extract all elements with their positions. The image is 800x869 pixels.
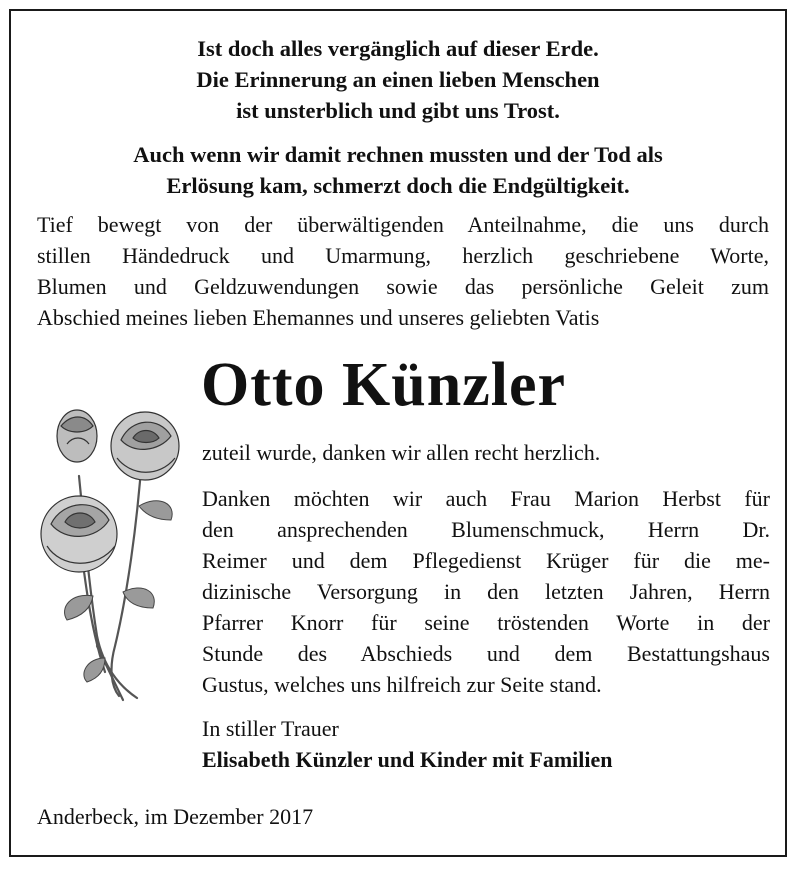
obituary-card (9, 9, 787, 857)
acknowledgement-line: Reimer und dem Pflegedienst Krüger für die me- (202, 548, 770, 573)
motto-line: ist unsterblich und gibt uns Trost. (236, 98, 560, 123)
reflection (11, 139, 785, 201)
mourning-phrase: In stiller Trauer (202, 716, 339, 741)
motto (11, 33, 785, 126)
acknowledgement-line: dizinische Versorgung in den letzten Jahren, Herrn (202, 579, 770, 604)
intro-line: Abschied meines lieben Ehemannes und unseres geliebten Vatis (37, 305, 600, 330)
motto-line: Die Erinnerung an einen lieben Menschen (196, 67, 600, 92)
deceased-name: Otto Künzler (201, 351, 566, 419)
intro-line: stillen Händedruck und Umarmung, herzlich geschriebene Worte, (37, 243, 769, 268)
place-date: Anderbeck, im Dezember 2017 (37, 804, 314, 829)
roses-icon (27, 396, 187, 706)
acknowledgement-line: Gustus, welches uns hilfreich zur Seite stand. (202, 672, 602, 697)
mourners-names: Elisabeth Künzler und Kinder mit Familien (202, 747, 613, 772)
motto-line: Ist doch alles vergänglich auf dieser Erde. (197, 36, 599, 61)
intro-line: Tief bewegt von der überwältigenden Anteilnahme, die uns durch (37, 212, 769, 237)
acknowledgement-line: Pfarrer Knorr für seine tröstenden Worte in der (202, 610, 770, 635)
acknowledgements-paragraph (202, 483, 770, 700)
acknowledgement-line: Stunde des Abschieds und dem Bestattungshaus (202, 641, 770, 666)
thanks-line: zuteil wurde, danken wir allen recht herzlich. (202, 440, 601, 465)
reflection-line: Erlösung kam, schmerzt doch die Endgültigkeit. (166, 173, 630, 198)
reflection-line: Auch wenn wir damit rechnen mussten und der Tod als (133, 142, 663, 167)
intro-line: Blumen und Geldzuwendungen sowie das persönliche Geleit zum (37, 274, 769, 299)
acknowledgement-line: den ansprechenden Blumenschmuck, Herrn Dr. (202, 517, 770, 542)
intro-paragraph (37, 209, 769, 333)
acknowledgement-line: Danken möchten wir auch Frau Marion Herbst für (202, 486, 770, 511)
